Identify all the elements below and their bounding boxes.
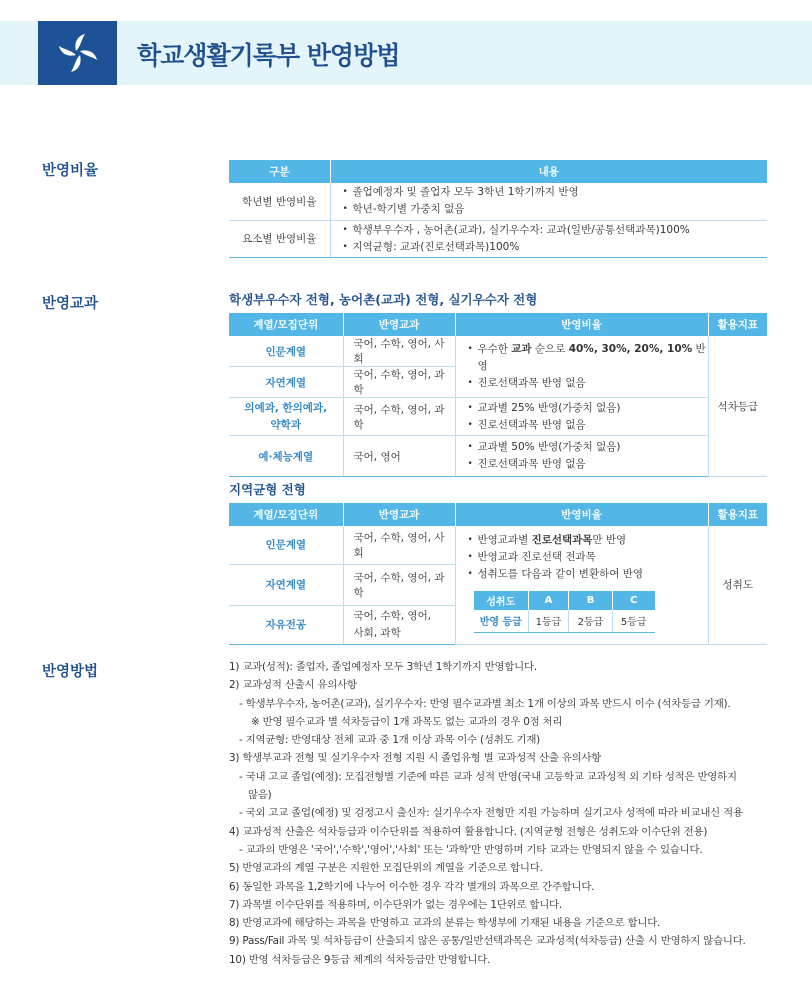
col-header-indicator: 활용지표: [708, 313, 767, 336]
list-item: • 학년-학기별 가중치 없음: [343, 201, 768, 218]
section-label-subjects: 반영교과: [42, 296, 99, 312]
list-item: 3) 학생부교과 전형 및 실기우수자 전형 지원 시 졸업유형 별 교과성적 산출 유의사항: [229, 752, 602, 765]
ratio-table: [229, 160, 767, 258]
ratio-cell: [455, 526, 708, 644]
table-row: [229, 398, 767, 436]
list-item: • 지역균형: 교과(진로선택과목)100%: [343, 239, 768, 256]
col-header-subjects: 반영교과: [343, 313, 455, 336]
table1-title: 학생부우수자 전형, 농어촌(교과) 전형, 실기우수자 전형: [229, 292, 538, 307]
list-item: 8) 반영교과에 해당하는 과목을 반영하고 교과의 분류는 학생부에 기재된 내용을 기준으로 합니다.: [229, 917, 661, 930]
subjects-cell: 국어, 수학, 영어, 과학: [343, 398, 455, 436]
col-header-unit: 계열/모집단위: [229, 503, 343, 526]
ratio-cell: [455, 336, 708, 398]
unit-cell: 인문계열: [229, 336, 343, 367]
col-header-unit: 계열/모집단위: [229, 313, 343, 336]
list-item: - 국내 고교 졸업(예정): 모집전형별 기준에 따른 교과 성적 반영(국내 고등학교 교과성적 외 기타 성적은 반영하지: [239, 770, 737, 783]
grade-header: B: [569, 591, 613, 610]
grade-header: A: [529, 591, 569, 610]
grade-value: 1등급: [529, 610, 569, 632]
list-item: - 학생부우수자, 농어촌(교과), 실기우수자: 반영 필수교과별 최소 1개 이상의 과목 반드시 이수 (석차등급 기재).: [239, 697, 731, 710]
grade-value: 5등급: [613, 610, 655, 632]
list-item: 10) 반영 석차등급은 9등급 체계의 석차등급만 반영합니다.: [229, 953, 491, 966]
grade-header: C: [613, 591, 655, 610]
logo-box: [38, 21, 117, 85]
list-item: 2) 교과성적 산출시 유의사항: [229, 679, 357, 692]
ratio-cell: [455, 436, 708, 477]
grade-value: 2등급: [569, 610, 613, 632]
subjects-cell: 국어, 수학, 영어, 사회, 과학: [343, 605, 455, 644]
col-header-category: 구분: [229, 160, 330, 183]
ratio-cell: [455, 398, 708, 436]
subjects-cell: 국어, 수학, 영어, 과학: [343, 367, 455, 398]
section-label-ratio: 반영비율: [42, 163, 99, 179]
list-item: 4) 교과성적 산출은 석차등급과 이수단위를 적용하여 활용합니다. (지역균형 전형은 성취도와 이수단위 전용): [229, 825, 708, 838]
table-row: [229, 436, 767, 477]
list-item: 6) 동일한 과목을 1,2학기에 나누어 이수한 경우 각각 별개의 과목으로 간주합니다.: [229, 880, 595, 893]
table-row: [229, 220, 767, 257]
subjects-table-2: [229, 503, 767, 645]
col-header-content: 내용: [330, 160, 767, 183]
pinwheel-logo-icon: [56, 31, 100, 75]
page-header: [0, 21, 812, 85]
list-item: • 진로선택과목 반영 없음: [468, 456, 708, 473]
subjects-cell: 국어, 수학, 영어, 과학: [343, 564, 455, 605]
row-name: 요소별 반영비율: [229, 220, 330, 257]
grade-row-label: 반영 등급: [474, 610, 529, 632]
unit-cell: 자연계열: [229, 367, 343, 398]
section-label-method: 반영방법: [42, 664, 99, 680]
row-name: 학년별 반영비율: [229, 183, 330, 220]
unit-cell: 자유전공: [229, 605, 343, 644]
grade-header: 성취도: [474, 591, 529, 610]
list-item: • 교과별 50% 반영(가중치 없음): [468, 439, 708, 456]
method-list: [229, 658, 789, 969]
list-item: • 우수한 교과 순으로 40%, 30%, 20%, 10% 반영: [468, 341, 708, 375]
list-item: - 교과의 반영은 '국어','수학','영어','사회' 또는 '과학'만 반영하며 기타 교과는 반영되지 않을 수 있습니다.: [239, 843, 703, 856]
list-item: - 지역균형: 반영대상 전체 교과 중 1개 이상 과목 이수 (성취도 기재): [239, 734, 541, 747]
list-item: • 교과별 25% 반영(가중치 없음): [468, 400, 708, 417]
list-item: • 학생부우수자 , 농어촌(교과), 실기우수자: 교과(일반/공통선택과목)100%: [343, 222, 768, 239]
table-row: [229, 183, 767, 220]
page-title: 학교생활기록부 반영방법: [137, 41, 400, 70]
subjects-table-1: [229, 313, 767, 477]
indicator-cell: 석차등급: [708, 336, 767, 477]
table-row: [229, 526, 767, 564]
list-item: • 반영교과 진로선택 전과목: [468, 549, 708, 566]
list-item: • 성취도를 다음과 같이 변환하여 반영: [468, 566, 708, 583]
indicator-cell: 성취도: [708, 526, 767, 644]
list-item: ※ 반영 필수교과 별 석차등급이 1개 과목도 없는 교과의 경우 0점 처리: [251, 715, 563, 728]
col-header-ratio: 반영비율: [455, 313, 708, 336]
list-item: 1) 교과(성적): 졸업자, 졸업예정자 모두 3학년 1학기까지 반영합니다.: [229, 661, 537, 673]
table-row: [229, 336, 767, 367]
table2-title: 지역균형 전형: [229, 482, 306, 497]
subjects-cell: 국어, 영어: [343, 436, 455, 477]
unit-cell: 의예과, 한의예과, 약학과: [229, 398, 343, 436]
list-item: 5) 반영교과의 계열 구분은 지원한 모집단위의 계열을 기준으로 합니다.: [229, 862, 543, 875]
list-item: 않음): [248, 789, 272, 802]
unit-cell: 예·체능계열: [229, 436, 343, 477]
col-header-ratio: 반영비율: [455, 503, 708, 526]
list-item: • 진로선택과목 반영 없음: [468, 417, 708, 434]
list-item: 7) 과목별 이수단위를 적용하며, 이수단위가 없는 경우에는 1단위로 합니다.: [229, 898, 562, 911]
list-item: • 반영교과별 진로선택과목만 반영: [468, 532, 708, 549]
subjects-cell: 국어, 수학, 영어, 사회: [343, 526, 455, 564]
grade-conversion-table: [474, 591, 655, 633]
list-item: • 졸업예정자 및 졸업자 모두 3학년 1학기까지 반영: [343, 184, 768, 201]
unit-cell: 인문계열: [229, 526, 343, 564]
col-header-subjects: 반영교과: [343, 503, 455, 526]
unit-cell: 자연계열: [229, 564, 343, 605]
col-header-indicator: 활용지표: [708, 503, 767, 526]
list-item: 9) Pass/Fail 과목 및 석차등급이 산출되지 않은 공통/일반선택과목은 교과성적(석차등급) 산출 시 반영하지 않습니다.: [229, 935, 746, 948]
subjects-cell: 국어, 수학, 영어, 사회: [343, 336, 455, 367]
list-item: • 진로선택과목 반영 없음: [468, 375, 708, 392]
list-item: - 국외 고교 졸업(예정) 및 검정고시 출신자: 실기우수자 전형만 지원 가능하며 실기고사 성적에 따라 비교내신 적용: [239, 807, 743, 820]
